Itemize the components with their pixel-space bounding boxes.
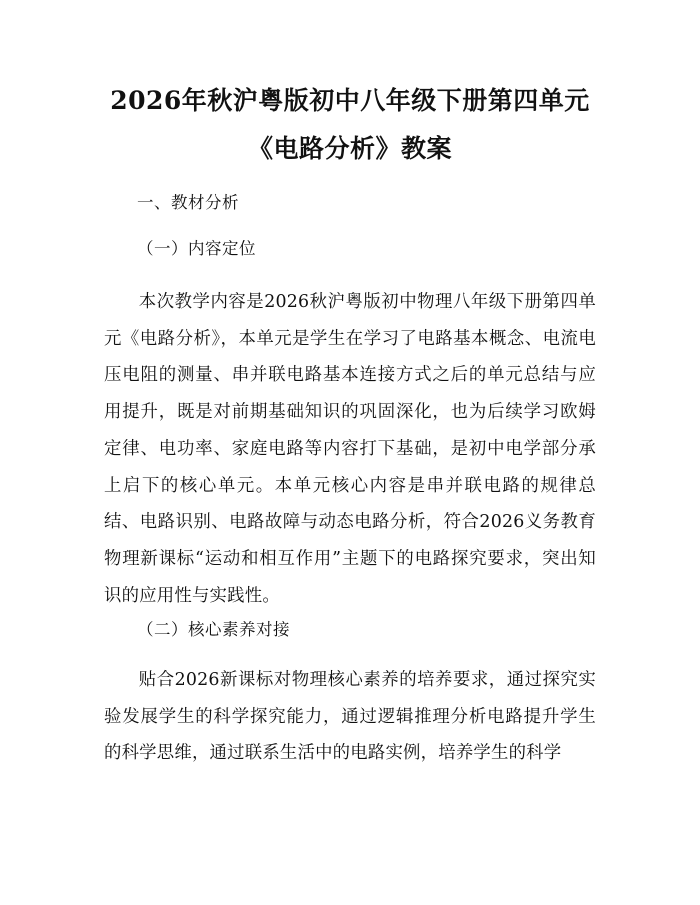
subsection-heading-content-positioning: （一）内容定位 [137,239,256,258]
document-title-line2: 《电路分析》教案 [247,134,452,163]
section-heading-textbook-analysis: 一、教材分析 [137,193,239,212]
subsection-heading-core-literacy: （二）核心素养对接 [137,620,290,639]
paragraph-core-literacy: 贴合2026新课标对物理核心素养的培养要求，通过探究实验发展学生的科学探究能力，通过逻辑推理分析电路提升学生的科学思维，通过联系生活中的电路实例，培养学生的科学 [104,670,596,764]
document-title-line1: 2026年秋沪粤版初中八年级下册第四单元 [110,86,590,115]
paragraph-content-positioning: 本次教学内容是2026秋沪粤版初中物理八年级下册第四单元《电路分析》，本单元是学生在学习了电路基本概念、电流电压电阻的测量、串并联电路基本连接方式之后的单元总结与应用提升，既是对前期基础知识的巩固深化，也为后续学习欧姆定律、电功率、家庭电路等内容打下基础，是初中电学部分承上启下的核心单元。本单元核心内容是串并联电路的规律总结、电路识别、电路故障与动态电路分析，符合2026义务教育物理新课标“运动和相互作用”主题下的电路探究要求，突出知识的应用性与实践性。 [104,292,596,606]
